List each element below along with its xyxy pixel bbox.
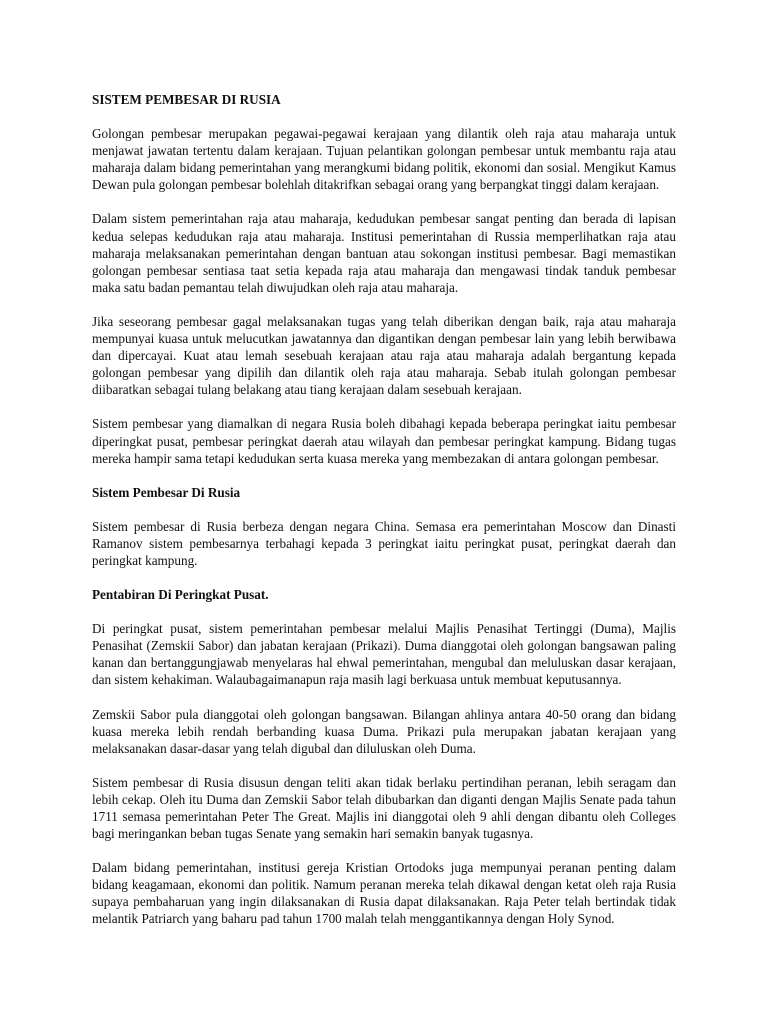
paragraph-pusat-duma: Di peringkat pusat, sistem pemerintahan pembesar melalui Majlis Penasihat Tertinggi (Duma), Majlis Penasihat (Zemskii Sabor) dan jabatan kerajaan (Prikazi). Duma dianggotai oleh golongan bangsawan paling kanan dan bertanggungjawab menyelaras hal ehwal pemerintahan, mengubal dan meluluskan dasar kerajaan, dan sistem kehakiman. Walaubagaimanapun raja masih lagi berkuasa untuk membuat keputusannya.: [92, 621, 676, 688]
section-heading-pusat: Pentabiran Di Peringkat Pusat.: [92, 587, 269, 603]
paragraph-pusat-zemskii: Zemskii Sabor pula dianggotai oleh golongan bangsawan. Bilangan ahlinya antara 40-50 orang dan bidang kuasa mereka lebih rendah berbanding kuasa Duma. Prikazi pula merupakan jabatan kerajaan yang melaksanakan dasar-dasar yang telah digubal dan diluluskan oleh Duma.: [92, 706, 676, 756]
paragraph-pusat-senate: Sistem pembesar di Rusia disusun dengan teliti akan tidak berlaku pertindihan peranan, lebih seragam dan lebih cekap. Oleh itu Duma dan Zemskii Sabor telah dibubarkan dan diganti dengan Majlis Senate pada tahun 1711 semasa pemerintahan Peter The Great. Majlis ini dianggotai oleh 9 ahli dengan dibantu oleh Colleges bagi meringankan beban tugas Senate yang semakin hari semakin banyak tugasnya.: [92, 774, 676, 842]
section-heading-rusia: Sistem Pembesar Di Rusia: [92, 484, 241, 500]
paragraph-intro-definition: Golongan pembesar merupakan pegawai-pegawai kerajaan yang dilantik oleh raja atau maharaja untuk menjawat jawatan tertentu dalam kerajaan. Tujuan pelantikan golongan pembesar untuk membantu raja atau maharaja dalam bidang pemerintahan yang merangkumi bidang politik, ekonomi dan sosial. Mengikut Kamus Dewan pula golongan pembesar bolehlah ditakrifkan sebagai orang yang berpangkat tinggi dalam kerajaan.: [92, 126, 676, 193]
paragraph-intro-replacement: Jika seseorang pembesar gagal melaksanakan tugas yang telah diberikan dengan baik, raja atau maharaja mempunyai kuasa untuk melucutkan jawatannya dan digantikan dengan pembesar lain yang lebih berwibawa dan dipercayai. Kuat atau lemah sesebuah kerajaan atau raja atau maharaja adalah bergantung kepada golongan pembesar yang dipilih dan dilantik oleh raja atau maharaja. Sebab itulah golongan pembesar diibaratkan sebagai tulang belakang atau tiang kerajaan dalam sesebuah kerajaan.: [92, 313, 676, 398]
document-page: [92, 91, 676, 945]
document-title: SISTEM PEMBESAR DI RUSIA: [92, 92, 281, 107]
paragraph-intro-position: Dalam sistem pemerintahan raja atau maharaja, kedudukan pembesar sangat penting dan berada di lapisan kedua selepas kedudukan raja atau maharaja. Institusi pemerintahan di Russia memperlihatkan raja atau maharaja melaksanakan pemerintahan dengan bantuan atau sokongan institusi pembesar. Bagi memastikan golongan pembesar sentiasa taat setia kepada raja atau maharaja dan mengawasi tindak tanduk pembesar maka satu badan pemantau telah diwujudkan oleh raja atau maharaja.: [92, 211, 676, 295]
paragraph-pusat-gereja: Dalam bidang pemerintahan, institusi gereja Kristian Ortodoks juga mempunyai peranan penting dalam bidang keagamaan, ekonomi dan politik. Namum peranan mereka telah dikawal dengan ketat oleh raja Rusia supaya pembaharuan yang ingin dilaksanakan di Rusia dapat dilaksanakan. Raja Peter telah bertindak tidak melantik Patriarch yang baharu pad tahun 1700 malah telah menggantikannya dengan Holy Synod.: [92, 860, 676, 927]
paragraph-intro-levels: Sistem pembesar yang diamalkan di negara Rusia boleh dibahagi kepada beberapa peringkat iaitu pembesar diperingkat pusat, pembesar peringkat daerah atau wilayah dan pembesar peringkat kampung. Bidang tugas mereka hampir sama tetapi kedudukan serta kuasa mereka yang membezakan di antara golongan pembesar.: [92, 416, 676, 466]
paragraph-rusia: Sistem pembesar di Rusia berbeza dengan negara China. Semasa era pemerintahan Moscow dan Dinasti Ramanov sistem pembesarnya terbahagi kepada 3 peringkat iaitu peringkat pusat, peringkat daerah dan peringkat kampung.: [92, 518, 676, 568]
